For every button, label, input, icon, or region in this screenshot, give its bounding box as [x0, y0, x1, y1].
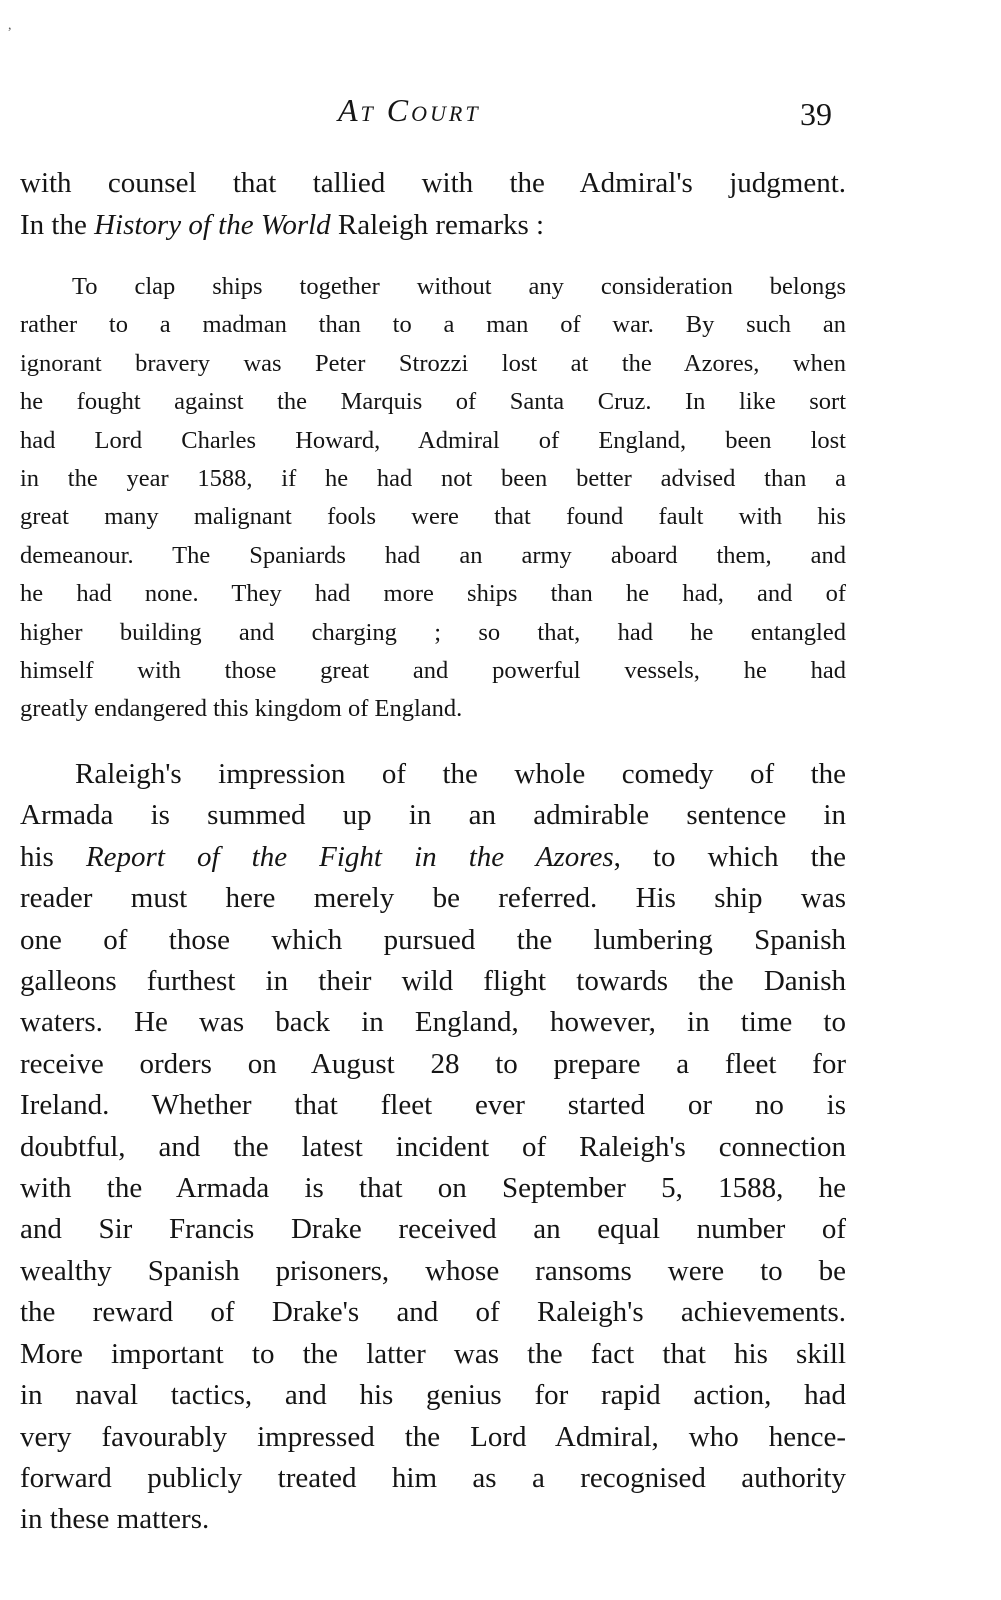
text-line: and Sir Francis Drake received an equal number of: [20, 1213, 846, 1246]
text-line: In the History of the World Raleigh remarks :: [20, 209, 545, 241]
quote-line: had Lord Charles Howard, Admiral of England, been lost: [20, 426, 846, 454]
text-line: one of those which pursued the lumbering Spanish: [20, 923, 846, 956]
text-line: Raleigh's impression of the whole comedy of the: [75, 758, 846, 790]
text-line: with the Armada is that on September 5, 1588, he: [20, 1172, 846, 1205]
text-line: Armada is summed up in an admirable sentence in: [20, 799, 846, 832]
lead-paragraph: [20, 162, 846, 246]
quote-line: To clap ships together without any consideration belongs: [72, 273, 846, 300]
text-line: his Report of the Fight in the Azores, to which the: [20, 840, 846, 873]
text-line: forward publicly treated him as a recognised authority: [20, 1461, 846, 1494]
quote-line: he had none. They had more ships than he had, and of: [20, 580, 846, 608]
text-line: wealthy Spanish prisoners, whose ransoms were to be: [20, 1254, 846, 1287]
quote-line: rather to a madman than to a man of war. By such an: [20, 311, 846, 339]
text-line: receive orders on August 28 to prepare a fleet for: [20, 1047, 846, 1080]
text-line: doubtful, and the latest incident of Raleigh's connection: [20, 1130, 846, 1163]
quote-line: himself with those great and powerful vessels, he had: [20, 657, 846, 685]
text-line: More important to the latter was the fact that his skill: [20, 1337, 846, 1370]
quote-line: higher building and charging ; so that, had he entangled: [20, 618, 846, 646]
text-line: with counsel that tallied with the Admiral's judgment.: [20, 167, 846, 199]
text-line: reader must here merely be referred. His ship was: [20, 882, 846, 915]
text-line: in these matters.: [20, 1503, 210, 1536]
text-line: in naval tactics, and his genius for rapid action, had: [20, 1379, 846, 1412]
quote-line: demeanour. The Spaniards had an army aboard them, and: [20, 541, 846, 569]
block-quote: [20, 268, 846, 729]
quote-line: greatly endangered this kingdom of England.: [20, 695, 463, 723]
text-line: the reward of Drake's and of Raleigh's achievements.: [20, 1296, 846, 1329]
quote-line: he fought against the Marquis of Santa Cruz. In like sort: [20, 388, 846, 416]
book-title: History of the World: [94, 209, 331, 241]
running-title: At Court: [338, 92, 481, 128]
text-line: Ireland. Whether that fleet ever started or no is: [20, 1089, 846, 1122]
quote-line: in the year 1588, if he had not been better advised than a: [20, 465, 846, 493]
text-line: very favourably impressed the Lord Admiral, who hence-: [20, 1420, 846, 1453]
quote-line: ignorant bravery was Peter Strozzi lost at the Azores, when: [20, 349, 846, 377]
quote-line: great many malignant fools were that found fault with his: [20, 503, 846, 531]
scan-speck: ,: [8, 18, 12, 33]
text-line: galleons furthest in their wild flight towards the Danish: [20, 965, 846, 998]
running-head: [0, 88, 1001, 138]
text-line: waters. He was back in England, however, in time to: [20, 1006, 846, 1039]
page-number: 39: [800, 96, 832, 132]
body-paragraph: [20, 754, 846, 1541]
book-title: Report of the Fight in the Azores: [85, 840, 614, 873]
